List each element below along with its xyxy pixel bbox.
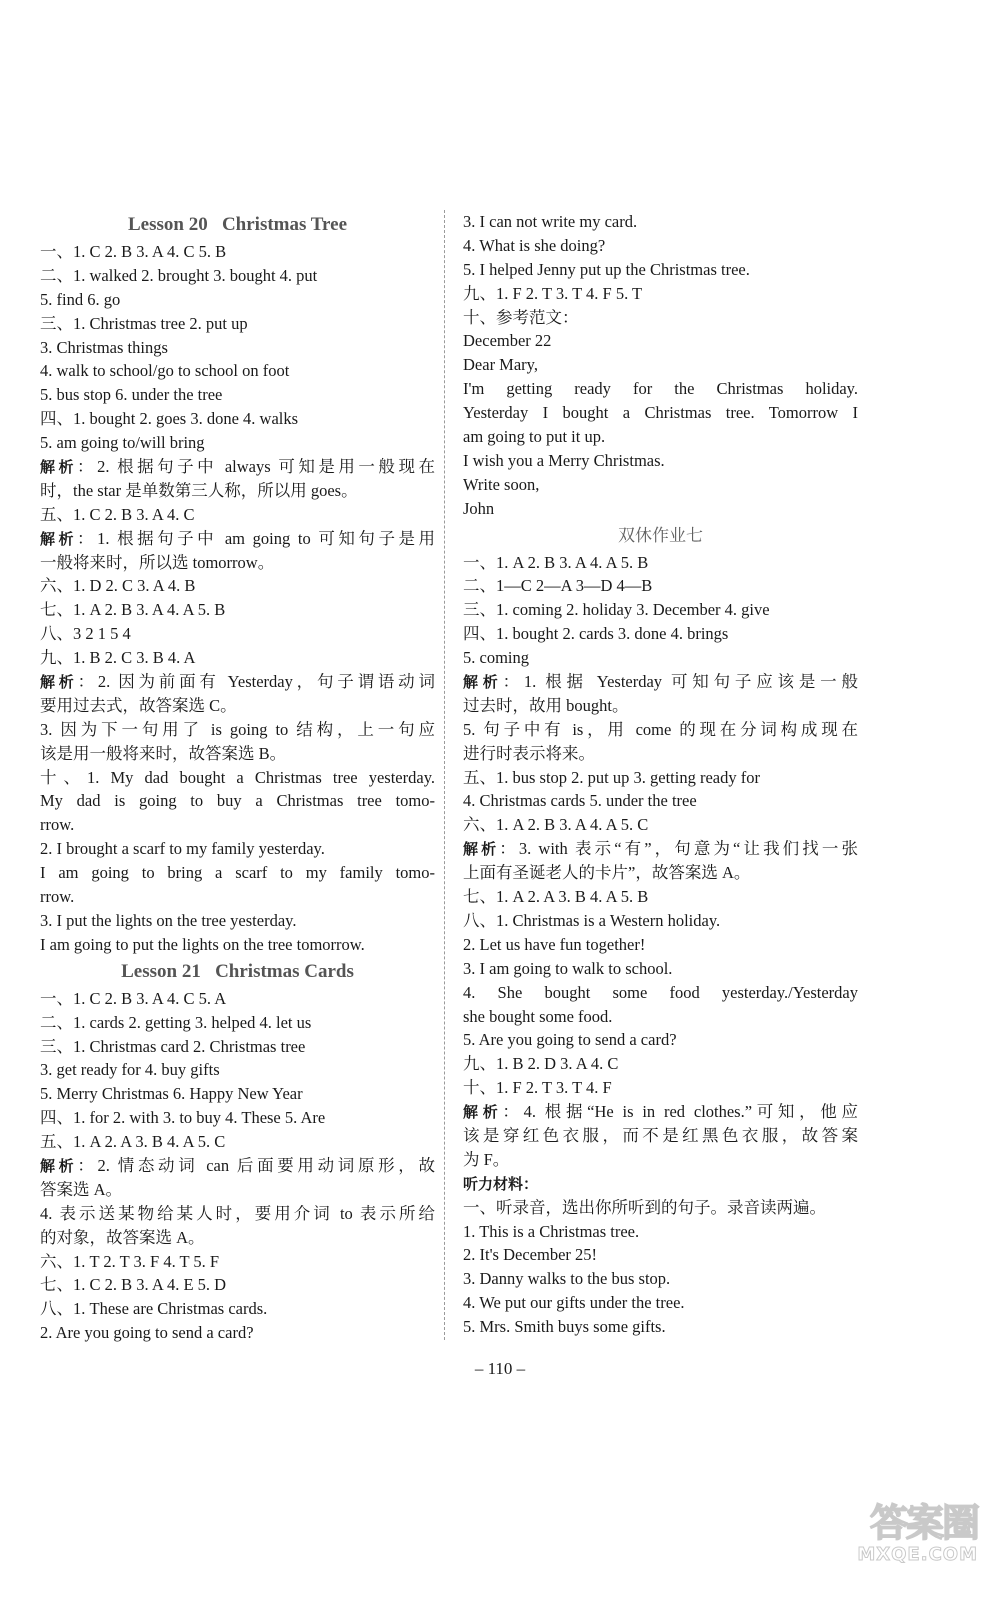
answer-line: 2. It's December 25! — [463, 1245, 598, 1265]
analysis-label: 解析 — [463, 1103, 503, 1122]
answer-line: 三、1. coming 2. holiday 3. December 4. give — [463, 600, 770, 620]
left-column — [40, 210, 435, 1345]
answer-line: 过去时，故用 bought。 — [463, 695, 629, 715]
answer-line: 六、1. D 2. C 3. A 4. B — [40, 576, 196, 596]
answer-line: rrow. — [40, 815, 75, 835]
answer-line: 进行时表示将来。 — [463, 743, 595, 763]
answer-line: 5. Are you going to send a card? — [463, 1030, 677, 1050]
answer-line: I wish you a Merry Christmas. — [463, 450, 665, 470]
answer-line: I'm getting ready for the Christmas holiday. — [463, 379, 858, 399]
answer-line: 十、1. My dad bought a Christmas tree yesterday. — [40, 767, 435, 787]
answer-line: 5. Mrs. Smith buys some gifts. — [463, 1317, 666, 1337]
answer-line: My dad is going to buy a Christmas tree tomo- — [40, 791, 435, 811]
answer-line: 七、1. A 2. B 3. A 4. A 5. B — [40, 600, 226, 620]
answer-line: 五、1. A 2. A 3. B 4. A 5. C — [40, 1132, 226, 1152]
answer-line: 3. 因为下一句用了 is going to 结构，上一句应 — [40, 719, 435, 739]
analysis-label: 解析 — [40, 529, 78, 548]
answer-line: 二、1. cards 2. getting 3. helped 4. let us — [40, 1012, 312, 1032]
answer-line: John — [463, 498, 495, 518]
analysis-text: ：3. with 表示“有”，句意为“让我们找一张 — [499, 839, 858, 859]
answer-line: 2. Let us have fun together! — [463, 934, 646, 954]
lesson-heading: Lesson 21 Christmas Cards — [121, 960, 354, 982]
answer-line: 为 F。 — [463, 1149, 510, 1169]
answer-line: I am going to bring a scarf to my family tomo- — [40, 863, 435, 883]
answer-line: 二、1—C 2—A 3—D 4—B — [463, 576, 653, 596]
answer-line: 四、1. for 2. with 3. to buy 4. These 5. Are — [40, 1108, 326, 1128]
answer-line: 1. This is a Christmas tree. — [463, 1221, 640, 1241]
answer-line: 四、1. bought 2. cards 3. done 4. brings — [463, 624, 729, 644]
answer-line: 4. walk to school/go to school on foot — [40, 361, 290, 381]
analysis-text: ：2. 因为前面有 Yesterday，句子谓语动词 — [77, 672, 435, 692]
answer-line: 十、参考范文： — [463, 307, 579, 327]
answer-line: 上面有圣诞老人的卡片”，故答案选 A。 — [463, 863, 751, 883]
answer-line: 3. I am going to walk to school. — [463, 958, 673, 978]
answer-line: 一、1. C 2. B 3. A 4. C 5. B — [40, 242, 227, 261]
answer-line: Yesterday I bought a Christmas tree. Tomorrow I — [463, 403, 858, 423]
answer-line: 5. Merry Christmas 6. Happy New Year — [40, 1084, 303, 1104]
watermark-url: MXQE.COM — [857, 1544, 978, 1565]
answer-line — [40, 455, 435, 479]
answer-line: 3. I put the lights on the tree yesterday. — [40, 910, 297, 930]
answer-line: 二、1. walked 2. brought 3. bought 4. put — [40, 265, 318, 285]
watermark-logo — [808, 1502, 978, 1572]
analysis-label: 解析 — [40, 673, 78, 692]
analysis-text: ：1. 根据 Yesterday 可知句子应该是一般 — [502, 672, 858, 692]
answer-line: 一、1. C 2. B 3. A 4. C 5. A — [40, 988, 227, 1008]
answer-line: 一般将来时，所以选 tomorrow。 — [40, 552, 275, 572]
answer-line: Write soon, — [463, 474, 540, 494]
answer-line: 五、1. bus stop 2. put up 3. getting ready for — [463, 767, 760, 787]
answer-line — [463, 1100, 858, 1124]
answer-line: 3. Danny walks to the bus stop. — [463, 1269, 671, 1289]
answer-line — [463, 837, 858, 861]
lesson-heading: Lesson 20 Christmas Tree — [127, 214, 348, 235]
answer-line — [40, 1154, 435, 1178]
answer-line: 该是穿红色衣服，而不是红黑色衣服，故答案 — [463, 1125, 858, 1145]
answer-line: 六、1. A 2. B 3. A 4. A 5. C — [463, 815, 649, 835]
answer-line: 4. We put our gifts under the tree. — [463, 1293, 685, 1313]
answer-line: 五、1. C 2. B 3. A 4. C — [40, 504, 195, 524]
answer-line — [40, 527, 435, 551]
answer-line: 5. find 6. go — [40, 289, 121, 309]
answer-line: 5. I helped Jenny put up the Christmas tree. — [463, 259, 750, 279]
answer-line: 六、1. T 2. T 3. F 4. T 5. F — [40, 1251, 220, 1271]
answer-line: 3. Christmas things — [40, 337, 168, 357]
answer-line — [463, 1172, 858, 1196]
answer-line: December 22 — [463, 331, 552, 351]
answer-line: 该是用一般将来时，故答案选 B。 — [40, 743, 287, 763]
watermark-text: 答案圈 — [869, 1501, 978, 1545]
answer-line: 3. get ready for 4. buy gifts — [40, 1060, 220, 1080]
analysis-label: 解析 — [463, 673, 503, 692]
answer-line: 5. am going to/will bring — [40, 433, 205, 453]
answer-line: 八、3 2 1 5 4 — [40, 624, 131, 644]
answer-line: Dear Mary, — [463, 355, 538, 375]
answer-line: she bought some food. — [463, 1006, 613, 1026]
analysis-text: ：1. 根据句子中 am going to 可知句子是用 — [77, 528, 435, 548]
answer-line: 2. Are you going to send a card? — [40, 1323, 254, 1343]
answer-line — [40, 670, 435, 694]
answer-line: 四、1. bought 2. goes 3. done 4. walks — [40, 409, 299, 429]
answer-line — [463, 670, 858, 694]
answer-line: 一、1. A 2. B 3. A 4. A 5. B — [463, 552, 649, 572]
answer-line: 5. bus stop 6. under the tree — [40, 385, 223, 405]
analysis-text: ：2. 情态动词 can 后面要用动词原形，故 — [77, 1155, 435, 1175]
right-column — [463, 210, 858, 1339]
answer-line: 九、1. B 2. C 3. B 4. A — [40, 648, 196, 668]
answer-line: 十、1. F 2. T 3. T 4. F — [463, 1078, 612, 1098]
answer-line: am going to put it up. — [463, 427, 606, 447]
answer-line: I am going to put the lights on the tree tomorrow. — [40, 934, 365, 954]
answer-line: 七、1. C 2. B 3. A 4. E 5. D — [40, 1275, 227, 1295]
analysis-text: ：2. 根据句子中 always 可知是用一般现在 — [77, 457, 435, 477]
answer-line: 4. 表示送某物给某人时，要用介词 to 表示所给 — [40, 1203, 435, 1223]
answer-line: 答案选 A。 — [40, 1179, 123, 1199]
answer-line: 八、1. Christmas is a Western holiday. — [463, 910, 721, 930]
answer-line: 九、1. F 2. T 3. T 4. F 5. T — [463, 283, 643, 303]
page-number: – 110 – — [474, 1359, 526, 1378]
answer-line: 的对象，故答案选 A。 — [40, 1227, 205, 1247]
analysis-label: 听力材料： — [463, 1174, 539, 1193]
answer-line: 4. Christmas cards 5. under the tree — [463, 791, 697, 811]
answer-line: 三、1. Christmas tree 2. put up — [40, 313, 248, 333]
section-heading: 双休作业七 — [618, 525, 703, 546]
analysis-label: 解析 — [40, 1156, 78, 1175]
answer-line: 2. I brought a scarf to my family yesterday. — [40, 839, 325, 859]
answer-line: 3. I can not write my card. — [463, 212, 638, 231]
answer-line: 5. coming — [463, 648, 529, 668]
answer-line: 一、听录音，选出你所听到的句子。录音读两遍。 — [463, 1197, 826, 1217]
answer-line: 5. 句子中有 is，用 come 的现在分词构成现在 — [463, 719, 858, 739]
answer-line: rrow. — [40, 887, 75, 907]
answer-line: 七、1. A 2. A 3. B 4. A 5. B — [463, 887, 649, 907]
answer-line: 要用过去式，故答案选 C。 — [40, 695, 237, 715]
answer-line: 九、1. B 2. D 3. A 4. C — [463, 1054, 619, 1074]
analysis-label: 解析 — [463, 840, 500, 859]
answer-line: 时，the star 是单数第三人称，所以用 goes。 — [40, 480, 358, 500]
answer-line: 4. She bought some food yesterday./Yesterday — [463, 982, 858, 1002]
answer-line: 4. What is she doing? — [463, 235, 606, 255]
answer-line: 八、1. These are Christmas cards. — [40, 1299, 268, 1319]
answer-line: 三、1. Christmas card 2. Christmas tree — [40, 1036, 306, 1056]
column-divider — [444, 210, 445, 1340]
analysis-text: ：4. 根据“He is in red clothes.”可知，他应 — [502, 1102, 858, 1122]
analysis-label: 解析 — [40, 458, 78, 477]
